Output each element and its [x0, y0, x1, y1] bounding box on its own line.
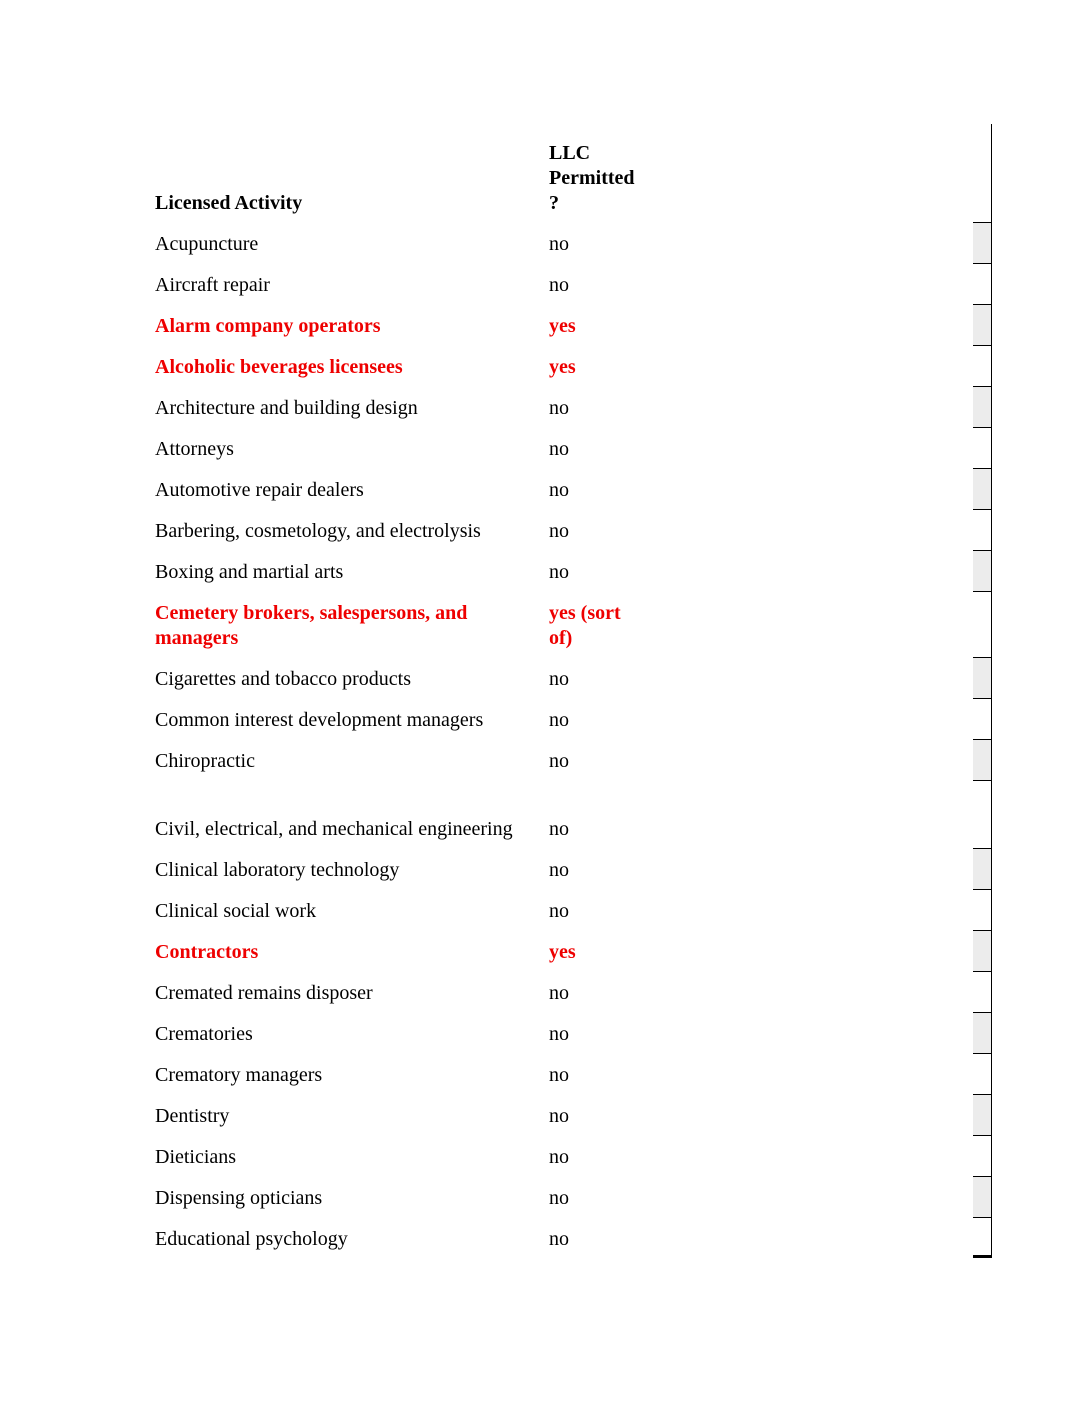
activity-cell: Architecture and building design: [155, 397, 418, 419]
table-row: [155, 1053, 991, 1094]
table-row: [155, 591, 991, 657]
llc-permitted-cell: no: [549, 561, 569, 583]
side-column-cell: [973, 345, 991, 386]
activity-cell: Alcoholic beverages licensees: [155, 356, 403, 378]
activity-cell: Cemetery brokers, salespersons, and managers: [155, 602, 468, 649]
row-spacer: [641, 468, 973, 509]
activity-cell: Cigarettes and tobacco products: [155, 668, 412, 690]
table-row: [155, 698, 991, 739]
side-column-header-cell: [973, 124, 991, 222]
table-row: [155, 848, 991, 889]
llc-permitted-cell: no: [549, 709, 569, 731]
llc-permitted-cell: no: [549, 859, 569, 881]
activity-cell: Dentistry: [155, 1105, 230, 1127]
side-column-cell: [973, 889, 991, 930]
side-column-cell: [973, 1176, 991, 1217]
llc-permitted-cell: no: [549, 818, 569, 840]
activity-cell: Clinical laboratory technology: [155, 859, 400, 881]
side-column-cell: [973, 1012, 991, 1053]
table-row: [155, 345, 991, 386]
header-llc-line-3: ?: [549, 192, 559, 214]
llc-permitted-cell: no: [549, 750, 569, 772]
activity-cell: Civil, electrical, and mechanical engineering: [155, 818, 513, 840]
header-llc-line-1: LLC: [549, 142, 591, 164]
row-spacer: [641, 971, 973, 1012]
llc-permitted-cell: no: [549, 982, 569, 1004]
activity-cell: Acupuncture: [155, 233, 259, 255]
side-column-cell: [973, 591, 991, 657]
activity-cell: Boxing and martial arts: [155, 561, 344, 583]
llc-permitted-cell: no: [549, 274, 569, 296]
activity-cell: Chiropractic: [155, 750, 255, 772]
table-row: [155, 304, 991, 345]
llc-permitted-cell: no: [549, 520, 569, 542]
row-spacer: [641, 889, 973, 930]
activity-cell: Automotive repair dealers: [155, 479, 364, 501]
activity-cell: Dieticians: [155, 1146, 237, 1168]
table-row: [155, 1217, 991, 1258]
llc-permitted-cell: no: [549, 1187, 569, 1209]
row-spacer: [641, 427, 973, 468]
table-row: [155, 222, 991, 263]
llc-permitted-cell: no: [549, 1023, 569, 1045]
table-row: [155, 468, 991, 509]
row-spacer: [641, 1176, 973, 1217]
llc-permitted-cell: no: [549, 900, 569, 922]
llc-permitted-cell: yes: [549, 356, 576, 378]
row-spacer: [641, 739, 973, 780]
llc-permitted-cell: no: [549, 397, 569, 419]
side-column-cell: [973, 971, 991, 1012]
header-licensed-activity: Licensed Activity: [155, 192, 303, 214]
activity-cell: Alarm company operators: [155, 315, 381, 337]
llc-permitted-cell: no: [549, 1064, 569, 1086]
llc-permitted-cell: no: [549, 1146, 569, 1168]
row-spacer: [641, 848, 973, 889]
side-column-cell: [973, 304, 991, 345]
llc-permitted-cell: no: [549, 1105, 569, 1127]
table-header-row: [155, 124, 991, 222]
row-spacer: [641, 345, 973, 386]
table-row: [155, 1094, 991, 1135]
row-spacer: [641, 222, 973, 263]
side-column-cell: [973, 427, 991, 468]
header-spacer: [641, 124, 973, 222]
side-column-cell: [973, 1217, 991, 1258]
llc-permitted-cell: no: [549, 479, 569, 501]
table-row: [155, 889, 991, 930]
row-spacer: [641, 657, 973, 698]
llc-permitted-cell: no: [549, 668, 569, 690]
activity-cell: Common interest development managers: [155, 709, 484, 731]
header-llc-permitted: [549, 124, 641, 222]
row-spacer: [641, 780, 973, 848]
row-spacer: [641, 930, 973, 971]
activity-cell: Aircraft repair: [155, 274, 270, 296]
row-spacer: [641, 1135, 973, 1176]
table-row: [155, 930, 991, 971]
llc-permitted-cell: yes: [549, 315, 576, 337]
row-spacer: [641, 1012, 973, 1053]
llc-permitted-cell: no: [549, 1228, 569, 1250]
row-spacer: [641, 591, 973, 657]
table-row: [155, 780, 991, 848]
table-row: [155, 1176, 991, 1217]
header-llc-line-2: Permitted: [549, 167, 635, 189]
row-spacer: [641, 509, 973, 550]
row-spacer: [641, 263, 973, 304]
side-column-cell: [973, 739, 991, 780]
activity-cell: Cremated remains disposer: [155, 982, 373, 1004]
table-row: [155, 550, 991, 591]
side-column-cell: [973, 1053, 991, 1094]
activity-cell: Crematories: [155, 1023, 253, 1045]
row-spacer: [641, 386, 973, 427]
row-spacer: [641, 1094, 973, 1135]
row-spacer: [641, 304, 973, 345]
side-column-cell: [973, 1135, 991, 1176]
license-table: [155, 124, 992, 1258]
side-column-cell: [973, 386, 991, 427]
activity-cell: Attorneys: [155, 438, 234, 460]
llc-permitted-cell: no: [549, 233, 569, 255]
table-row: [155, 1135, 991, 1176]
table-row: [155, 427, 991, 468]
activity-cell: Educational psychology: [155, 1228, 348, 1250]
side-column-cell: [973, 657, 991, 698]
table-row: [155, 739, 991, 780]
side-column-cell: [973, 509, 991, 550]
activity-cell: Crematory managers: [155, 1064, 323, 1086]
table-row: [155, 263, 991, 304]
side-column-cell: [973, 848, 991, 889]
side-column-cell: [973, 698, 991, 739]
activity-cell: Clinical social work: [155, 900, 317, 922]
row-spacer: [641, 550, 973, 591]
llc-permitted-cell: yes (sort of): [549, 602, 621, 649]
activity-cell: Contractors: [155, 941, 259, 963]
row-spacer: [641, 698, 973, 739]
activity-cell: Barbering, cosmetology, and electrolysis: [155, 520, 481, 542]
table-row: [155, 657, 991, 698]
side-column-cell: [973, 468, 991, 509]
table-row: [155, 386, 991, 427]
side-column-cell: [973, 550, 991, 591]
table-row: [155, 1012, 991, 1053]
side-column-cell: [973, 263, 991, 304]
side-column-cell: [973, 930, 991, 971]
row-spacer: [641, 1053, 973, 1094]
activity-cell: Dispensing opticians: [155, 1187, 323, 1209]
table-row: [155, 509, 991, 550]
side-column-cell: [973, 780, 991, 848]
llc-permitted-cell: no: [549, 438, 569, 460]
llc-permitted-cell: yes: [549, 941, 576, 963]
side-column-cell: [973, 222, 991, 263]
row-spacer: [641, 1217, 973, 1258]
side-column-cell: [973, 1094, 991, 1135]
table-row: [155, 971, 991, 1012]
